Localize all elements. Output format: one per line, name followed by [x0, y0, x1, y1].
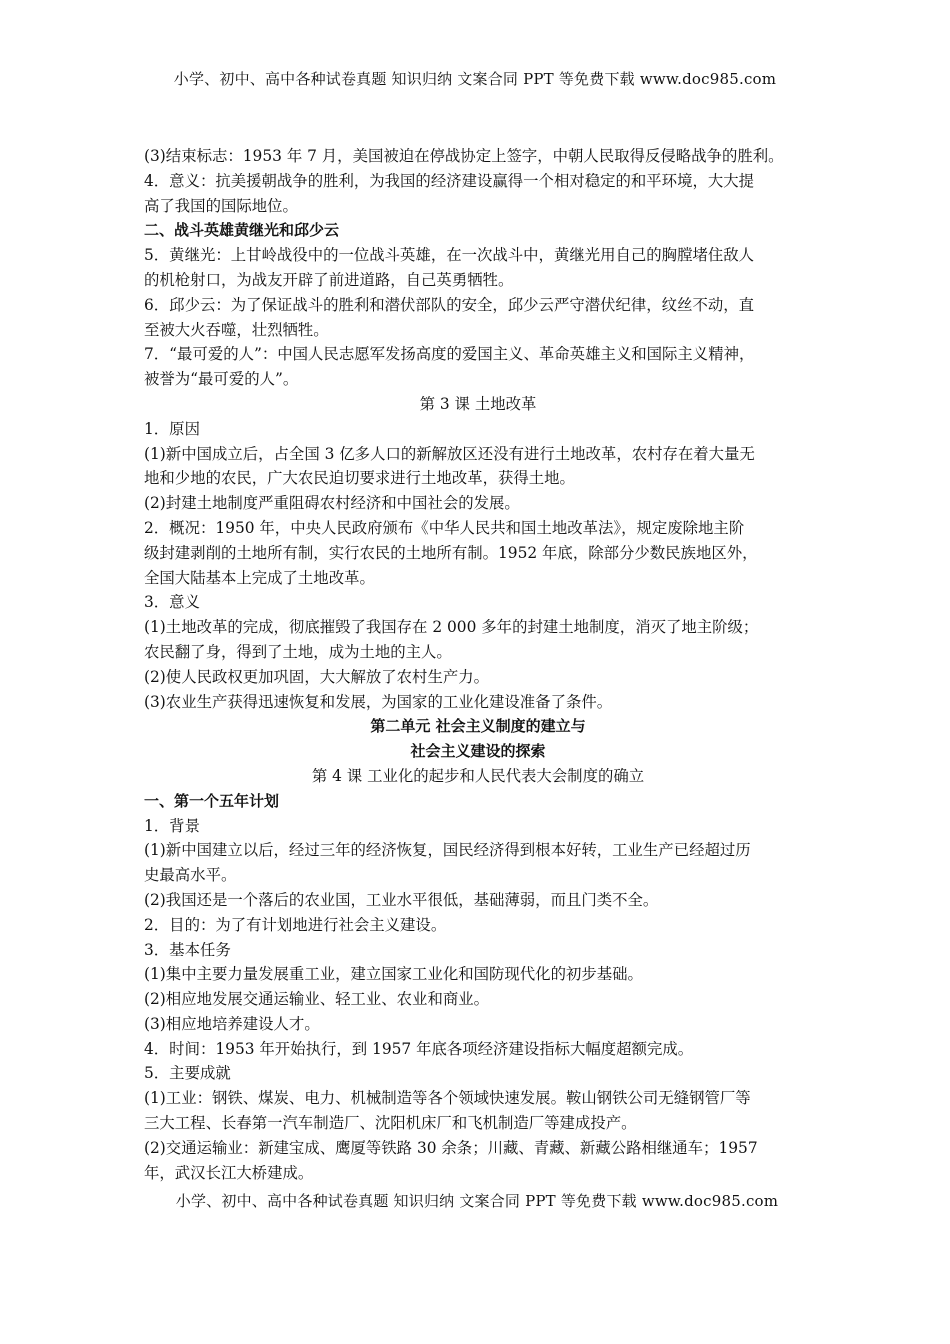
text-line: 5．黄继光：上甘岭战役中的一位战斗英雄，在一次战斗中，黄继光用自己的胸膛堵住敌人: [144, 246, 755, 265]
text-line: 年，武汉长江大桥建成。: [144, 1163, 314, 1182]
text-line: (3)相应地培养建设人才。: [144, 1014, 320, 1033]
text-line: (1)土地改革的完成，彻底摧毁了我国存在 2 000 多年的封建土地制度，消灭了地主阶级；: [144, 618, 759, 637]
lesson-title: 第 4 课 工业化的起步和人民代表大会制度的确立: [311, 766, 645, 785]
text-line: 5．主要成就: [144, 1064, 231, 1083]
text-line: (2)我国还是一个落后的农业国，工业水平很低，基础薄弱，而且门类不全。: [144, 890, 659, 909]
page-footer: 小学、初中、高中各种试卷真题 知识归纳 文案合同 PPT 等免费下载 www.doc985.com: [175, 1192, 779, 1210]
text-line: 7．“最可爱的人”：中国人民志愿军发扬高度的爱国主义、革命英雄主义和国际主义精神，: [144, 345, 755, 364]
text-line: 2．概况：1950 年，中央人民政府颁布《中华人民共和国土地改革法》，规定废除地主阶: [144, 518, 745, 537]
text-line: 4．意义：抗美援朝战争的胜利，为我国的经济建设赢得一个相对稳定的和平环境，大大提: [144, 171, 755, 190]
text-line: (2)封建土地制度严重阻碍农村经济和中国社会的发展。: [144, 494, 520, 513]
text-line: 3．基本任务: [144, 940, 231, 959]
text-line: (3)结束标志：1953 年 7 月，美国被迫在停战协定上签字，中朝人民取得反侵略战争的胜利。: [144, 147, 784, 165]
text-line: (2)交通运输业：新建宝成、鹰厦等铁路 30 余条；川藏、青藏、新藏公路相继通车；1957: [144, 1138, 758, 1157]
text-line: 的机枪射口，为战友开辟了前进道路，自己英勇牺牲。: [144, 270, 514, 289]
text-line: 被誉为“最可爱的人”。: [144, 370, 299, 389]
unit-title: 社会主义建设的探索: [410, 742, 546, 761]
section-heading: 一、第一个五年计划: [144, 791, 280, 810]
text-line: 2．目的：为了有计划地进行社会主义建设。: [144, 915, 447, 934]
text-line: 高了我国的国际地位。: [144, 196, 298, 215]
text-line: 3．意义: [144, 593, 200, 612]
unit-title: 第二单元 社会主义制度的建立与: [370, 717, 586, 736]
text-line: 1．背景: [144, 816, 200, 835]
text-line: 1．原因: [144, 419, 200, 438]
section-heading: 二、战斗英雄黄继光和邱少云: [144, 221, 340, 240]
lesson-title: 第 3 课 土地改革: [419, 394, 537, 413]
text-line: (1)新中国成立后，占全国 3 亿多人口的新解放区还没有进行土地改革，农村存在着大量无: [144, 444, 755, 463]
page-header: 小学、初中、高中各种试卷真题 知识归纳 文案合同 PPT 等免费下载 www.doc985.com: [173, 70, 777, 88]
text-line: 6．邱少云：为了保证战斗的胜利和潜伏部队的安全，邱少云严守潜伏纪律，纹丝不动，直: [144, 295, 755, 314]
document-body: [144, 144, 812, 1185]
text-line: 4．时间：1953 年开始执行，到 1957 年底各项经济建设指标大幅度超额完成。: [144, 1039, 694, 1058]
text-line: 农民翻了身，得到了土地，成为土地的主人。: [144, 642, 452, 661]
text-line: (1)集中主要力量发展重工业，建立国家工业化和国防现代化的初步基础。: [144, 965, 643, 984]
text-line: 至被大火吞噬，壮烈牺牲。: [144, 320, 329, 339]
text-line: 三大工程、长春第一汽车制造厂、沈阳机床厂和飞机制造厂等建成投产。: [144, 1114, 637, 1133]
text-line: (1)工业：钢铁、煤炭、电力、机械制造等各个领域快速发展。鞍山钢铁公司无缝钢管厂等: [144, 1089, 751, 1108]
text-line: 史最高水平。: [144, 866, 237, 885]
text-line: (3)农业生产获得迅速恢复和发展，为国家的工业化建设准备了条件。: [144, 692, 613, 711]
text-line: (2)使人民政权更加巩固，大大解放了农村生产力。: [144, 667, 490, 686]
text-line: 地和少地的农民，广大农民迫切要求进行土地改革，获得土地。: [144, 469, 575, 488]
text-line: 全国大陆基本上完成了土地改革。: [144, 568, 375, 587]
text-line: (1)新中国建立以后，经过三年的经济恢复，国民经济得到根本好转，工业生产已经超过历: [144, 841, 751, 860]
text-line: (2)相应地发展交通运输业、轻工业、农业和商业。: [144, 990, 490, 1009]
text-line: 级封建剥削的土地所有制，实行农民的土地所有制。1952 年底，除部分少数民族地区外，: [144, 543, 758, 562]
